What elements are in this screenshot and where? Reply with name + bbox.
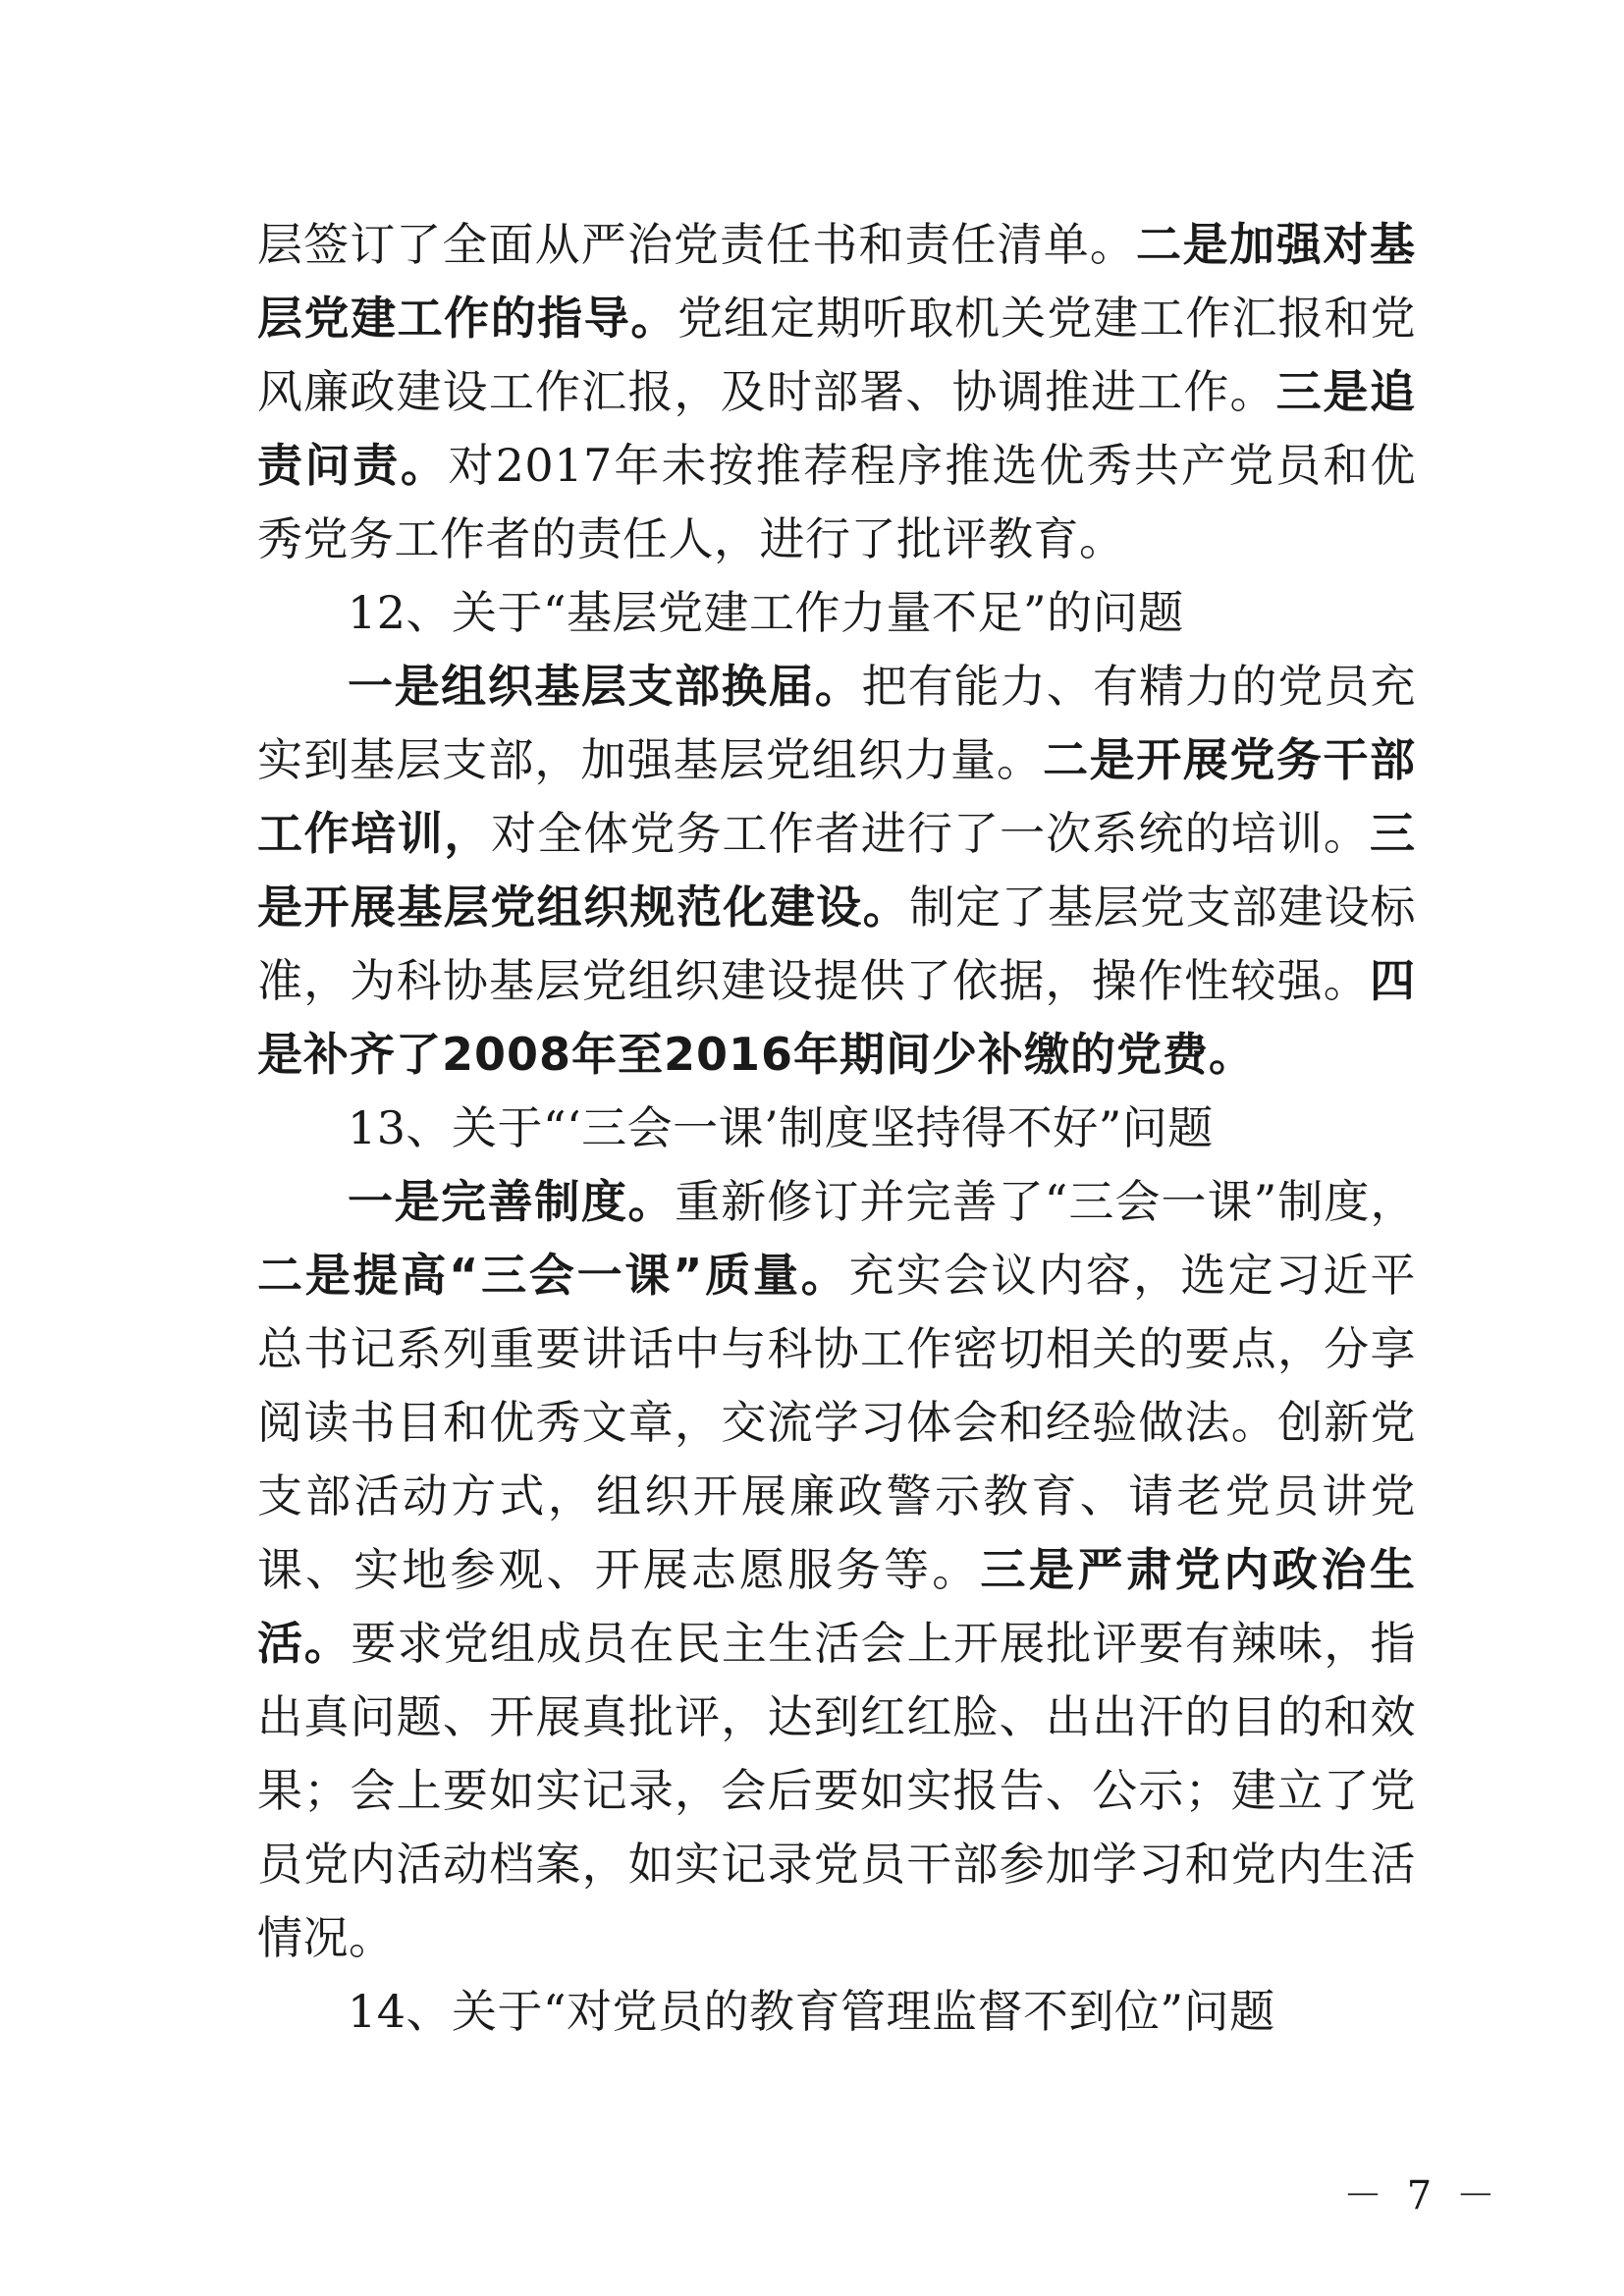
paragraph-bold-text: 二是加强对基层党建工作的指导。 <box>257 218 1417 345</box>
paragraph-continued <box>257 208 1416 576</box>
paragraph-text: 对2017年未按推荐程序推选优秀共产党员和优秀党务工作者的责任人，进行了批评教育。 <box>257 439 1416 565</box>
paragraph-bold-text: 二是提高“三会一课”质量。 <box>257 1249 849 1302</box>
paragraph-text: 制定了基层党支部建设标准，为科协基层党组织建设提供了依据，操作性较强。 <box>257 881 1416 1007</box>
paragraph-bold-text: 三是追责问责。 <box>257 365 1417 492</box>
section-heading-12: 12、关于“基层党建工作力量不足”的问题 <box>348 586 1184 639</box>
page-number: － 7 － <box>1343 2173 1501 2218</box>
section-heading-13: 13、关于“‘三会一课’制度坚持得不好”问题 <box>348 1101 1214 1154</box>
paragraph-bold-text: 三是严肃党内政治生活。 <box>257 1543 1417 1670</box>
paragraph-bold-text: 四是补齐了2008年至2016年期间少补缴的党费。 <box>257 954 1416 1081</box>
paragraph-text: 层签订了全面从严治党责任书和责任清单。 <box>257 218 1136 271</box>
section-heading-14: 14、关于“对党员的教育管理监督不到位”问题 <box>348 1985 1275 2038</box>
paragraph-bold-text: 三是开展基层党组织规范化建设。 <box>257 807 1417 934</box>
paragraph-bold-text: 一是完善制度。 <box>348 1175 676 1228</box>
paragraph-bold-text: 二是开展党务干部工作培训， <box>257 733 1416 860</box>
paragraph-text: 充实会议内容，选定习近平总书记系列重要讲话中与科协工作密切相关的要点，分享阅读书目和优秀文章，交流学习体会和经验做法。创新党支部活动方式，组织开展廉政警示教育、请老党员讲党课、实地参观、开展志愿服务等。 <box>257 1249 1417 1596</box>
paragraph-text: 重新修订并完善了“三会一课”制度， <box>675 1175 1417 1228</box>
paragraph-text: 党组定期听取机关党建工作汇报和党风廉政建设工作汇报，及时部署、协调推进工作。 <box>257 292 1417 418</box>
paragraph-text: 把有能力、有精力的党员充实到基层支部，加强基层党组织力量。 <box>257 660 1417 786</box>
document-body <box>257 208 1416 2049</box>
paragraph-text: 对全体党务工作者进行了一次系统的培训。 <box>491 807 1371 860</box>
paragraph <box>257 1165 1416 1975</box>
paragraph-text: 要求党组成员在民主生活会上开展批评要有辣味，指出真问题、开展真批评，达到红红脸、出出汗的目的和效果；会上要如实记录，会后要如实报告、公示；建立了党员党内活动档案，如实记录党员干部参加学习和党内生活情况。 <box>257 1617 1416 1964</box>
paragraph-bold-text: 一是组织基层支部换届。 <box>348 660 862 713</box>
paragraph <box>257 650 1416 1092</box>
